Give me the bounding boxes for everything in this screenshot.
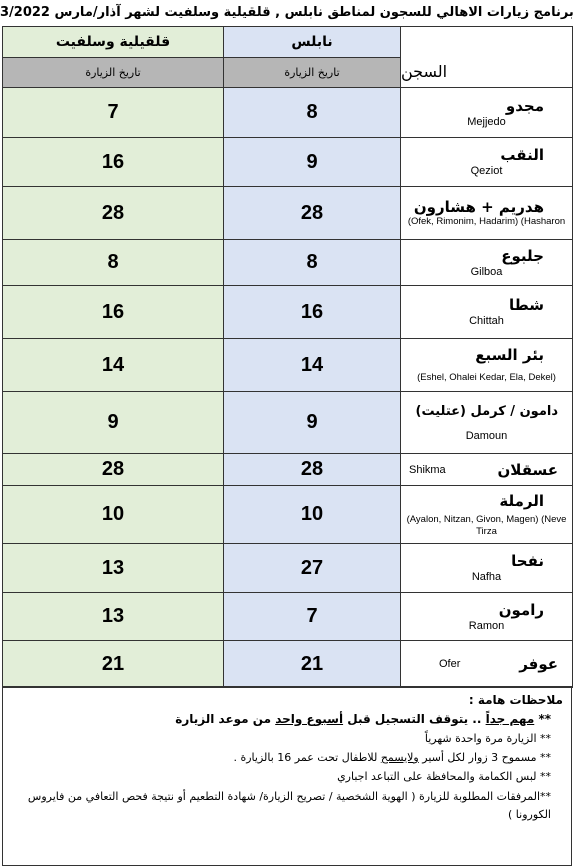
prison-name-ar: عسقلان <box>497 460 558 479</box>
qalqilya-date: 14 <box>3 339 224 392</box>
prison-name-en: Gilboa <box>470 265 503 278</box>
prison-name-ar: النقب <box>500 146 544 164</box>
prison-cell <box>401 88 573 138</box>
prison-name-ar: هدريم + هشارون <box>413 198 544 216</box>
note-text: ** مسموح 3 زوار لكل أسير <box>418 751 551 764</box>
qalqilya-date: 28 <box>3 454 224 486</box>
qalqilya-date: 8 <box>3 240 224 286</box>
qalqilya-date: 10 <box>3 486 224 544</box>
table-row <box>3 138 573 187</box>
prison-cell-inline <box>401 461 572 479</box>
prison-name-ar: نفحا <box>511 552 544 570</box>
nablus-date: 14 <box>224 339 401 392</box>
qalqilya-date: 7 <box>3 88 224 138</box>
prison-name-ar: الرملة <box>499 491 544 510</box>
nablus-date: 21 <box>224 641 401 688</box>
table-row <box>3 544 573 593</box>
prison-header-cell <box>401 27 573 88</box>
qalqilya-date: 16 <box>3 286 224 339</box>
note-text: .. يتوقف التسجيل قبل <box>343 712 486 726</box>
prison-name-ar: بئر السبع <box>475 346 544 364</box>
nablus-date: 8 <box>224 88 401 138</box>
table-row <box>3 593 573 641</box>
prison-name-en: Chittah <box>469 315 504 327</box>
prison-cell <box>401 593 573 641</box>
prison-cell <box>401 486 573 544</box>
prison-name-en: (Eshel, Ohalei Kedar, Ela, Dekel) <box>417 372 556 383</box>
prison-name-en: Shikma <box>409 463 446 476</box>
note-emphasis: أسبوع واحد <box>275 712 344 726</box>
table-row <box>3 240 573 286</box>
prison-cell <box>401 641 573 688</box>
prison-name-en: Ramon <box>468 619 505 632</box>
prison-cell <box>401 187 573 240</box>
prison-cell <box>401 544 573 593</box>
nablus-date: 7 <box>224 593 401 641</box>
prison-header: السجن <box>401 62 448 81</box>
prison-name-en: Nafha <box>471 571 502 583</box>
prison-name-ar: مجدو <box>505 96 544 115</box>
note-item <box>11 710 563 729</box>
note-emphasis: مهم جداً <box>485 712 535 726</box>
prison-name-ar: دامون / كرمل (عتليت) <box>415 403 558 419</box>
qalqilya-visit-date-header: تاريخ الزيارة <box>3 58 224 88</box>
prison-name-en: Ofer <box>439 658 461 670</box>
schedule-table <box>2 26 573 688</box>
document-title: برنامج زيارات الاهالي للسجون لمناطق نابلس , قلقيلية وسلفيت لشهر آذار/مارس 3/2022 <box>0 5 574 20</box>
note-item: **المرفقات المطلوبة للزيارة ( الهوية الشخصية / تصريح الزيارة/ شهادة التطعيم أو نتيجة فحص التعافي من فايروس الكورونا ) <box>27 790 551 821</box>
prison-name-ar: شطا <box>509 296 544 314</box>
nablus-date: 28 <box>224 454 401 486</box>
note-stars: ** <box>538 712 551 726</box>
prison-name-en: (Ofek, Rimonim, Hadarim) (Hasharon <box>407 216 566 227</box>
note-emphasis: ولايسمح <box>380 751 419 764</box>
table-row <box>3 454 573 486</box>
prison-cell <box>401 392 573 454</box>
qalqilya-date: 28 <box>3 187 224 240</box>
note-item: ** لبس الكمامة والمحافظة على التباعد اجباري <box>337 770 551 783</box>
prison-name-en: Mejjedo <box>467 115 506 128</box>
prison-name-en: Qeziot <box>470 165 503 177</box>
nablus-date: 10 <box>224 486 401 544</box>
nablus-date: 9 <box>224 392 401 454</box>
qalqilya-date: 13 <box>3 593 224 641</box>
prison-cell-inline <box>401 655 572 673</box>
qalqilya-date: 13 <box>3 544 224 593</box>
note-item: ** الزيارة مرة واحدة شهرياً <box>424 732 551 745</box>
qalqilya-header: قلقيلية وسلفيت <box>3 27 224 58</box>
table-row <box>3 88 573 138</box>
qalqilya-date: 16 <box>3 138 224 187</box>
prison-name-ar: جلبوع <box>501 246 544 265</box>
nablus-date: 28 <box>224 187 401 240</box>
nablus-header: نابلس <box>224 27 401 58</box>
prison-name-ar: رامون <box>498 600 544 619</box>
table-row <box>3 392 573 454</box>
table-row <box>3 187 573 240</box>
prison-name-ar: عوفر <box>519 655 558 673</box>
table-row <box>3 486 573 544</box>
qalqilya-date: 21 <box>3 641 224 688</box>
notes-title: ملاحظات هامة : <box>468 693 563 707</box>
nablus-date: 9 <box>224 138 401 187</box>
prison-cell <box>401 454 573 486</box>
note-item <box>11 748 563 767</box>
qalqilya-date: 9 <box>3 392 224 454</box>
prison-cell <box>401 240 573 286</box>
prison-cell <box>401 138 573 187</box>
note-text: للاطفال تحت عمر 16 بالزيارة . <box>233 751 381 764</box>
table-header-row <box>3 27 573 58</box>
nablus-date: 8 <box>224 240 401 286</box>
note-text: من موعد الزيارة <box>175 712 276 726</box>
table-row <box>3 286 573 339</box>
table-row <box>3 339 573 392</box>
notes-section <box>2 686 572 866</box>
nablus-date: 16 <box>224 286 401 339</box>
prison-cell <box>401 339 573 392</box>
nablus-date: 27 <box>224 544 401 593</box>
prison-name-en: (Ayalon, Nitzan, Givon, Magen) (Neve Tirza <box>406 513 567 537</box>
table-row <box>3 641 573 688</box>
nablus-visit-date-header: تاريخ الزيارة <box>224 58 401 88</box>
prison-name-en: Damoun <box>465 429 508 442</box>
prison-cell <box>401 286 573 339</box>
